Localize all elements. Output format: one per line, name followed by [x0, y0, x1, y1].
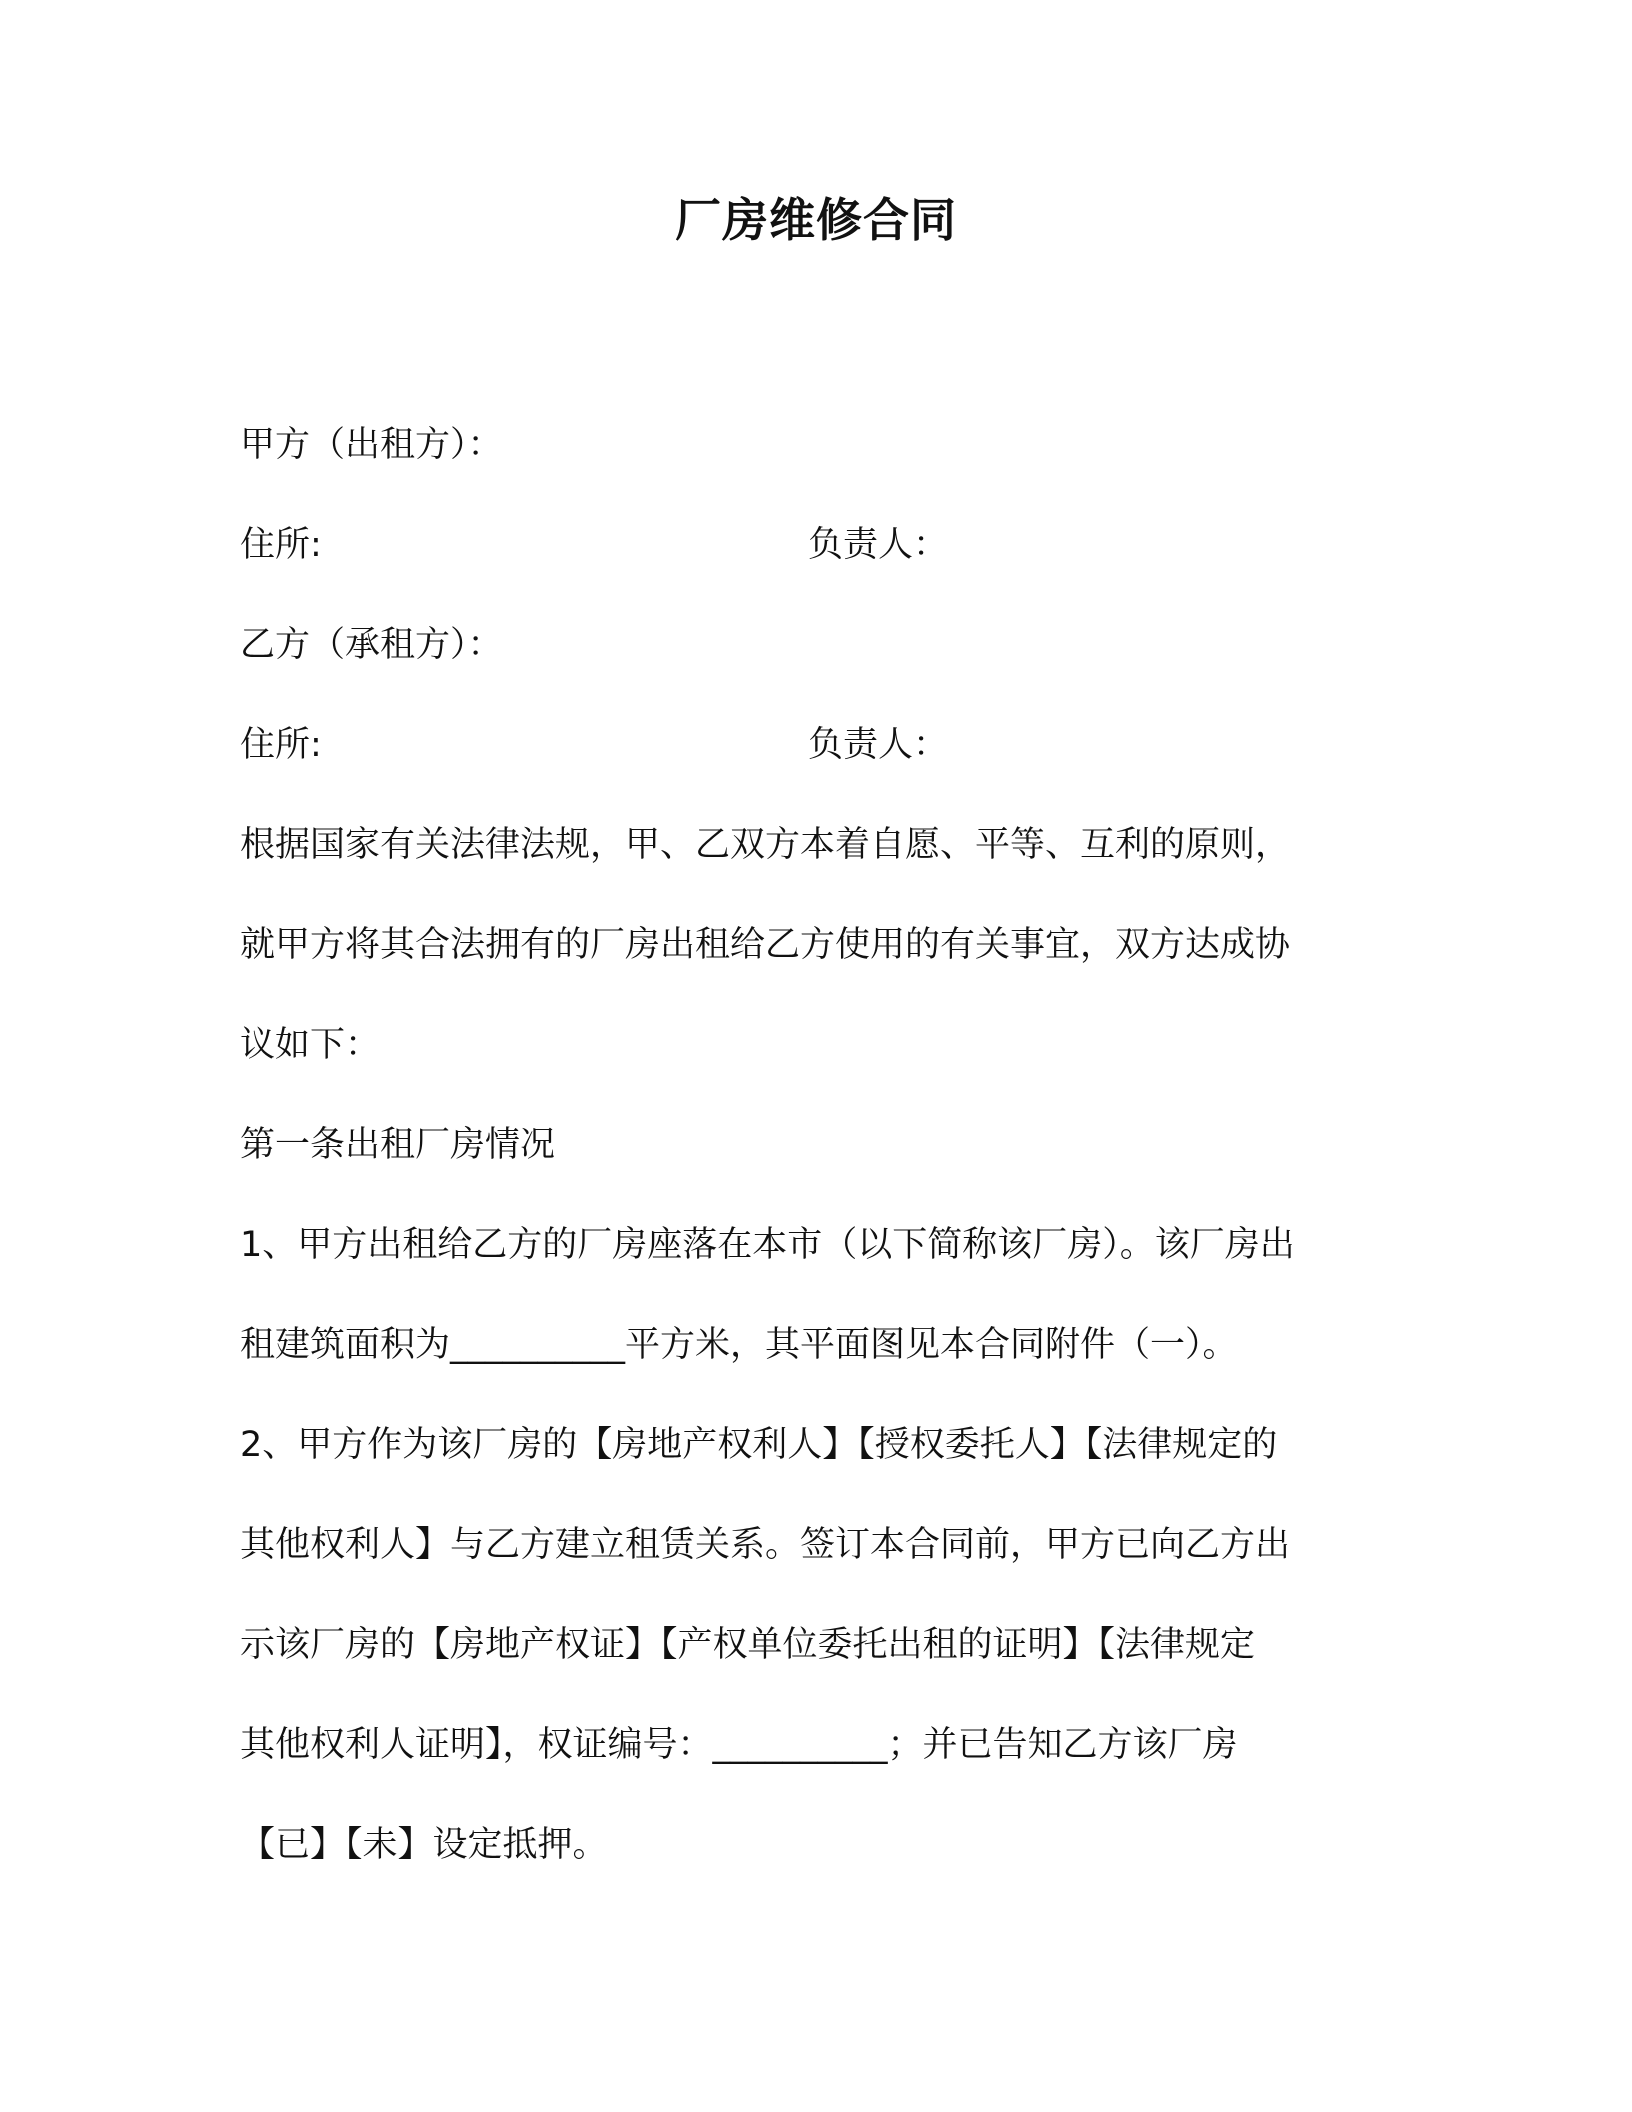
preamble-line: 根据国家有关法律法规，甲、乙双方本着自愿、平等、互利的原则，	[240, 825, 1291, 865]
clause-2-line: 【已】【未】设定抵押。	[240, 1825, 608, 1865]
article-1-heading: 第一条出租厂房情况	[240, 1125, 556, 1165]
party-a-contact-label: 负责人：	[808, 525, 949, 565]
party-a-info-row	[240, 520, 1400, 570]
party-b-label: 乙方（承租方）：	[240, 625, 503, 665]
party-b-contact-label: 负责人：	[808, 725, 949, 765]
clause-2-line: 示该厂房的【房地产权证】【产权单位委托出租的证明】【法律规定	[240, 1625, 1256, 1665]
clause-2-line: 2、甲方作为该厂房的【房地产权利人】【授权委托人】【法律规定的	[240, 1425, 1278, 1465]
party-a-label: 甲方（出租方）：	[240, 425, 503, 465]
clause-2-line: 其他权利人】与乙方建立租赁关系。签订本合同前，甲方已向乙方出	[240, 1525, 1291, 1565]
clause-1-line: 租建筑面积为__________平方米，其平面图见本合同附件（一）。	[240, 1325, 1238, 1365]
party-b-info-row	[240, 720, 1400, 770]
clause-1-line: 1、甲方出租给乙方的厂房座落在本市（以下简称该厂房）。该厂房出	[240, 1225, 1295, 1265]
preamble-line: 就甲方将其合法拥有的厂房出租给乙方使用的有关事宜，双方达成协	[240, 925, 1291, 965]
party-b-address-label: 住所:	[240, 725, 322, 765]
clause-2-line: 其他权利人证明】，权证编号：__________；并已告知乙方该厂房	[240, 1725, 1238, 1765]
document-title: 厂房维修合同	[675, 193, 957, 247]
preamble-line: 议如下：	[240, 1025, 381, 1065]
party-a-address-label: 住所:	[240, 525, 322, 565]
